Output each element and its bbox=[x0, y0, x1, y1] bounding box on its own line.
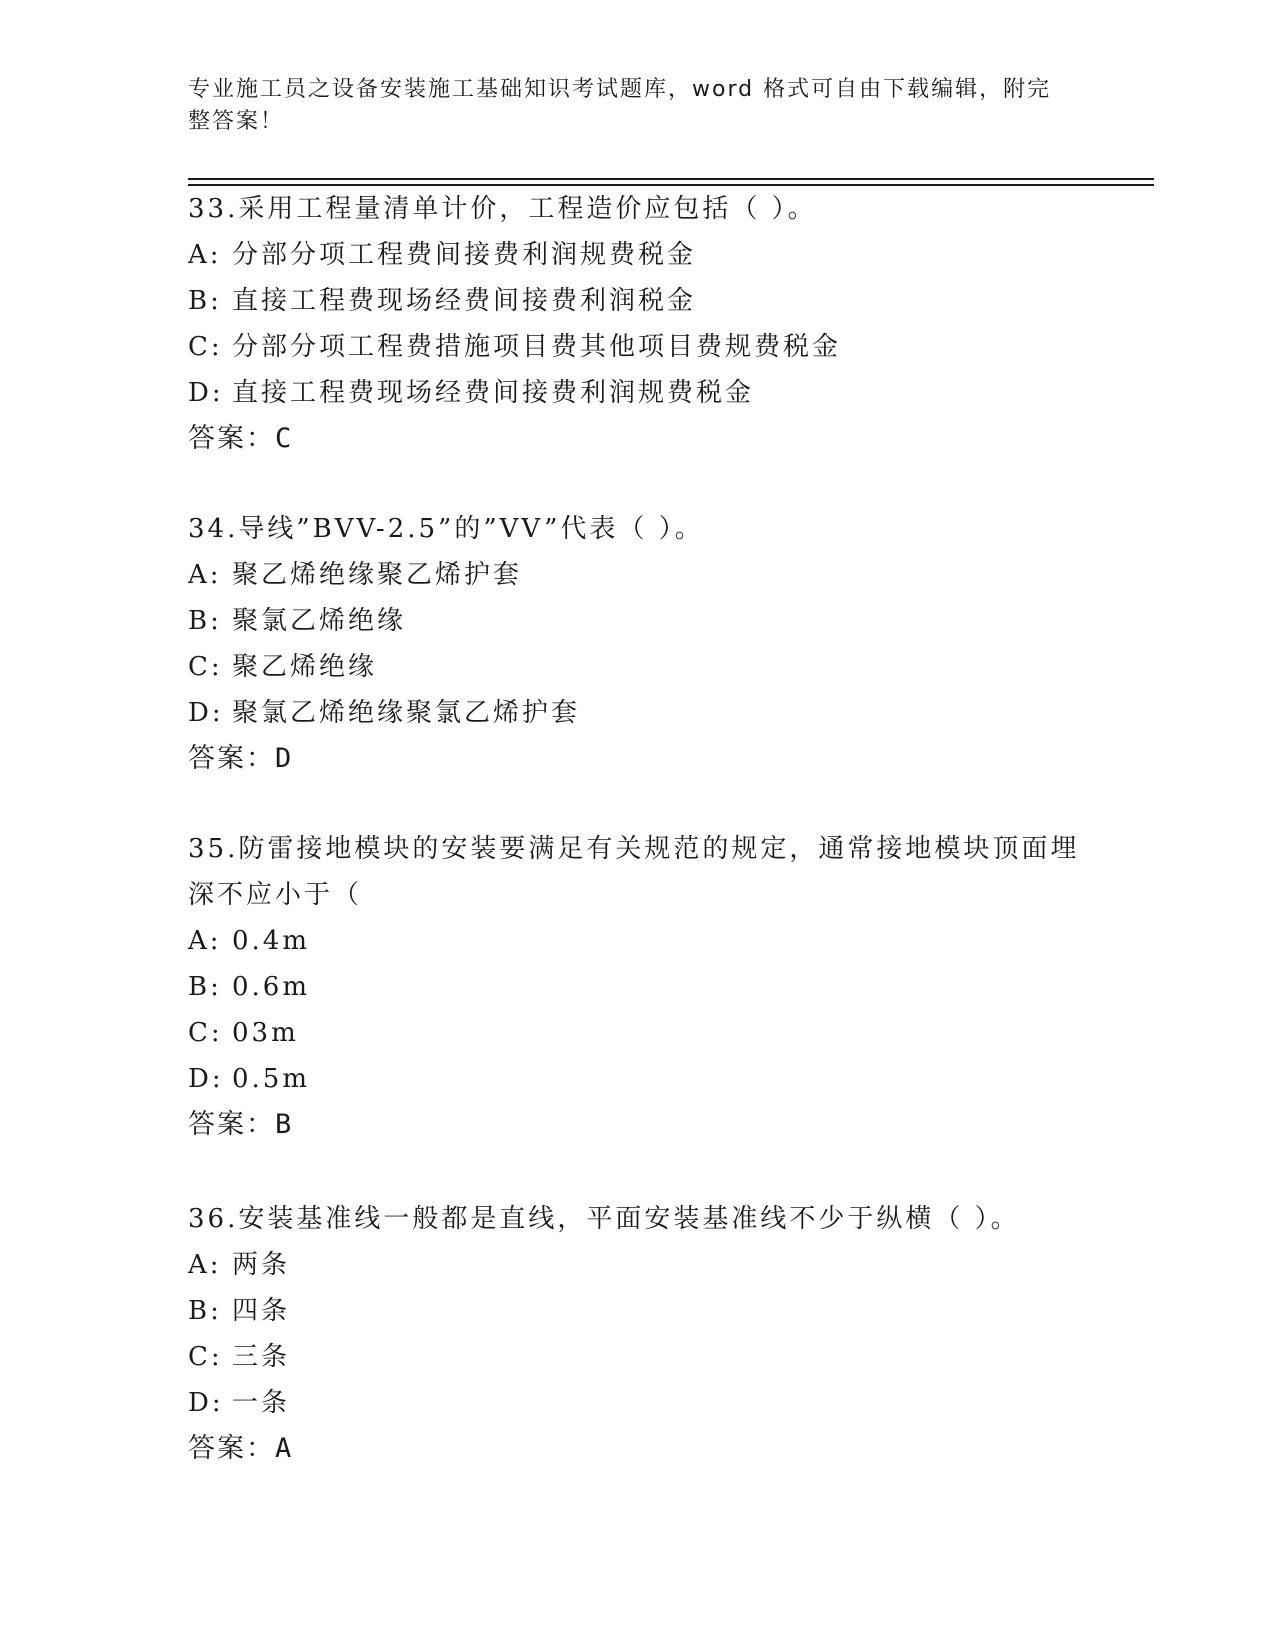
answer-line bbox=[188, 736, 1088, 782]
option-letter: C: bbox=[188, 652, 223, 682]
answer-label: 答案： bbox=[188, 1109, 275, 1140]
answer-value: C bbox=[275, 423, 294, 454]
question-title: 35.防雷接地模块的安装要满足有关规范的规定，通常接地模块顶面埋深不应小于（ bbox=[188, 834, 1080, 910]
option-a bbox=[188, 552, 1088, 598]
option-d bbox=[188, 370, 1088, 416]
option-d bbox=[188, 690, 1088, 736]
option-letter: A: bbox=[188, 926, 222, 956]
option-letter: A: bbox=[188, 560, 222, 590]
option-text: 一条 bbox=[232, 1388, 291, 1418]
question-33 bbox=[188, 186, 1088, 462]
question-35 bbox=[188, 826, 1088, 1148]
option-b bbox=[188, 598, 1088, 644]
option-a bbox=[188, 1242, 1088, 1288]
option-letter: D: bbox=[188, 1064, 224, 1094]
header-divider-top bbox=[188, 178, 1154, 180]
option-c bbox=[188, 1334, 1088, 1380]
answer-line bbox=[188, 416, 1088, 462]
option-text: 分部分项工程费措施项目费其他项目费规费税金 bbox=[232, 332, 842, 362]
option-letter: D: bbox=[188, 698, 224, 728]
option-text: 聚乙烯绝缘 bbox=[232, 652, 378, 682]
option-text: 直接工程费现场经费间接费利润规费税金 bbox=[232, 378, 755, 408]
option-letter: D: bbox=[188, 378, 224, 408]
answer-label: 答案： bbox=[188, 743, 275, 774]
question-36 bbox=[188, 1196, 1088, 1472]
question-title: 33.采用工程量清单计价，工程造价应包括（ ）。 bbox=[188, 194, 817, 224]
option-text: 聚氯乙烯绝缘 bbox=[232, 606, 407, 636]
option-letter: C: bbox=[188, 1342, 223, 1372]
option-a bbox=[188, 232, 1088, 278]
option-letter: B: bbox=[188, 972, 222, 1002]
question-34 bbox=[188, 506, 1088, 782]
answer-line bbox=[188, 1102, 1088, 1148]
option-text: 分部分项工程费间接费利润规费税金 bbox=[232, 240, 697, 270]
option-letter: B: bbox=[188, 286, 222, 316]
option-text: 直接工程费现场经费间接费利润税金 bbox=[232, 286, 697, 316]
option-d bbox=[188, 1380, 1088, 1426]
answer-line bbox=[188, 1426, 1088, 1472]
answer-label: 答案： bbox=[188, 423, 275, 454]
question-title: 36.安装基准线一般都是直线，平面安装基准线不少于纵横（ ）。 bbox=[188, 1204, 1020, 1234]
option-text: 三条 bbox=[232, 1342, 291, 1372]
option-text: 聚氯乙烯绝缘聚氯乙烯护套 bbox=[232, 698, 581, 728]
option-text: 聚乙烯绝缘聚乙烯护套 bbox=[232, 560, 523, 590]
option-d bbox=[188, 1056, 1088, 1102]
option-text: 0.5m bbox=[232, 1064, 311, 1094]
option-c bbox=[188, 1010, 1088, 1056]
option-letter: D: bbox=[188, 1388, 224, 1418]
answer-label: 答案： bbox=[188, 1433, 275, 1464]
option-c bbox=[188, 644, 1088, 690]
option-letter: C: bbox=[188, 332, 223, 362]
option-b bbox=[188, 278, 1088, 324]
answer-value: D bbox=[275, 743, 294, 774]
option-letter: A: bbox=[188, 240, 222, 270]
option-letter: A: bbox=[188, 1250, 222, 1280]
answer-value: A bbox=[275, 1433, 294, 1464]
option-text: 0.6m bbox=[232, 972, 311, 1002]
option-text: 03m bbox=[232, 1018, 299, 1048]
option-b bbox=[188, 1288, 1088, 1334]
option-c bbox=[188, 324, 1088, 370]
answer-value: B bbox=[275, 1109, 294, 1140]
option-letter: B: bbox=[188, 1296, 222, 1326]
option-b bbox=[188, 964, 1088, 1010]
question-title: 34.导线”BVV-2.5”的”VV”代表（ ）。 bbox=[188, 514, 704, 544]
option-a bbox=[188, 918, 1088, 964]
option-text: 两条 bbox=[232, 1250, 291, 1280]
option-letter: B: bbox=[188, 606, 222, 636]
option-letter: C: bbox=[188, 1018, 223, 1048]
document-header: 专业施工员之设备安装施工基础知识考试题库，word 格式可自由下载编辑，附完整答案！ bbox=[188, 77, 1052, 134]
option-text: 0.4m bbox=[232, 926, 311, 956]
option-text: 四条 bbox=[232, 1296, 291, 1326]
